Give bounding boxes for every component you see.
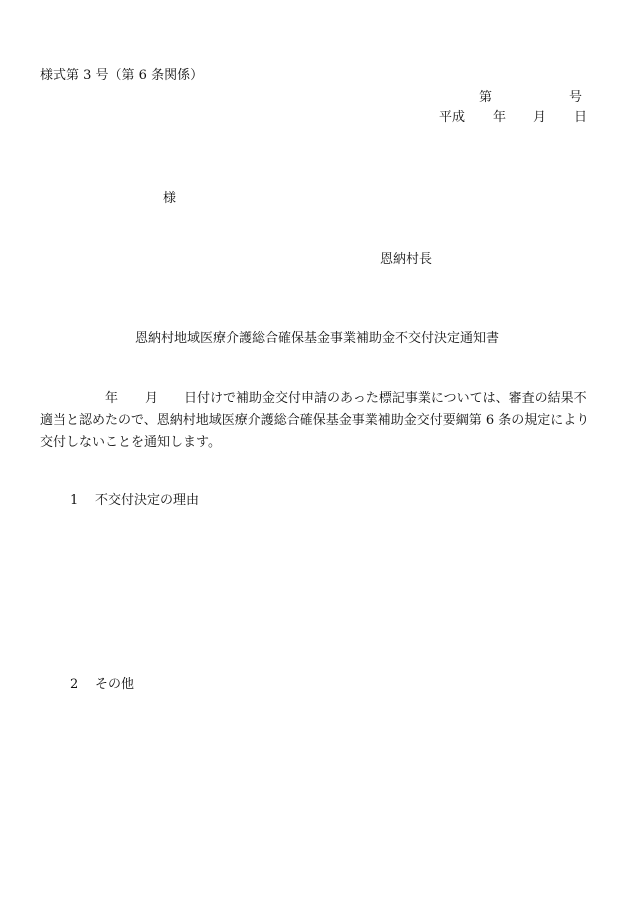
item-heading-other: その他	[95, 677, 135, 692]
item-number-2: 2	[70, 677, 79, 692]
item-heading-reason: 不交付決定の理由	[95, 493, 200, 508]
date-year-label: 年	[493, 110, 507, 125]
date-month-label: 月	[533, 110, 547, 125]
body-text-line-3: 交付しないことを通知します。	[40, 435, 221, 450]
body-month-label: 月	[145, 391, 159, 406]
doc-number-prefix: 第	[479, 90, 493, 105]
document-title: 恩納村地域医療介護総合確保基金事業補助金不交付決定通知書	[135, 331, 500, 346]
form-number: 様式第 3 号（第 6 条関係）	[40, 68, 204, 83]
date-day-label: 日	[574, 110, 588, 125]
body-text-line-1: 日付けで補助金交付申請のあった標記事業については、審査の結果不	[184, 391, 587, 406]
sender-name: 恩納村長	[380, 252, 433, 267]
body-year-label: 年	[105, 391, 119, 406]
item-number-1: 1	[70, 493, 79, 508]
addressee-honorific: 様	[163, 191, 177, 206]
date-era: 平成	[439, 110, 466, 125]
doc-number-suffix: 号	[569, 90, 583, 105]
body-text-line-2: 適当と認めたので、恩納村地域医療介護総合確保基金事業補助金交付要綱第 6 条の規定により	[40, 413, 590, 428]
